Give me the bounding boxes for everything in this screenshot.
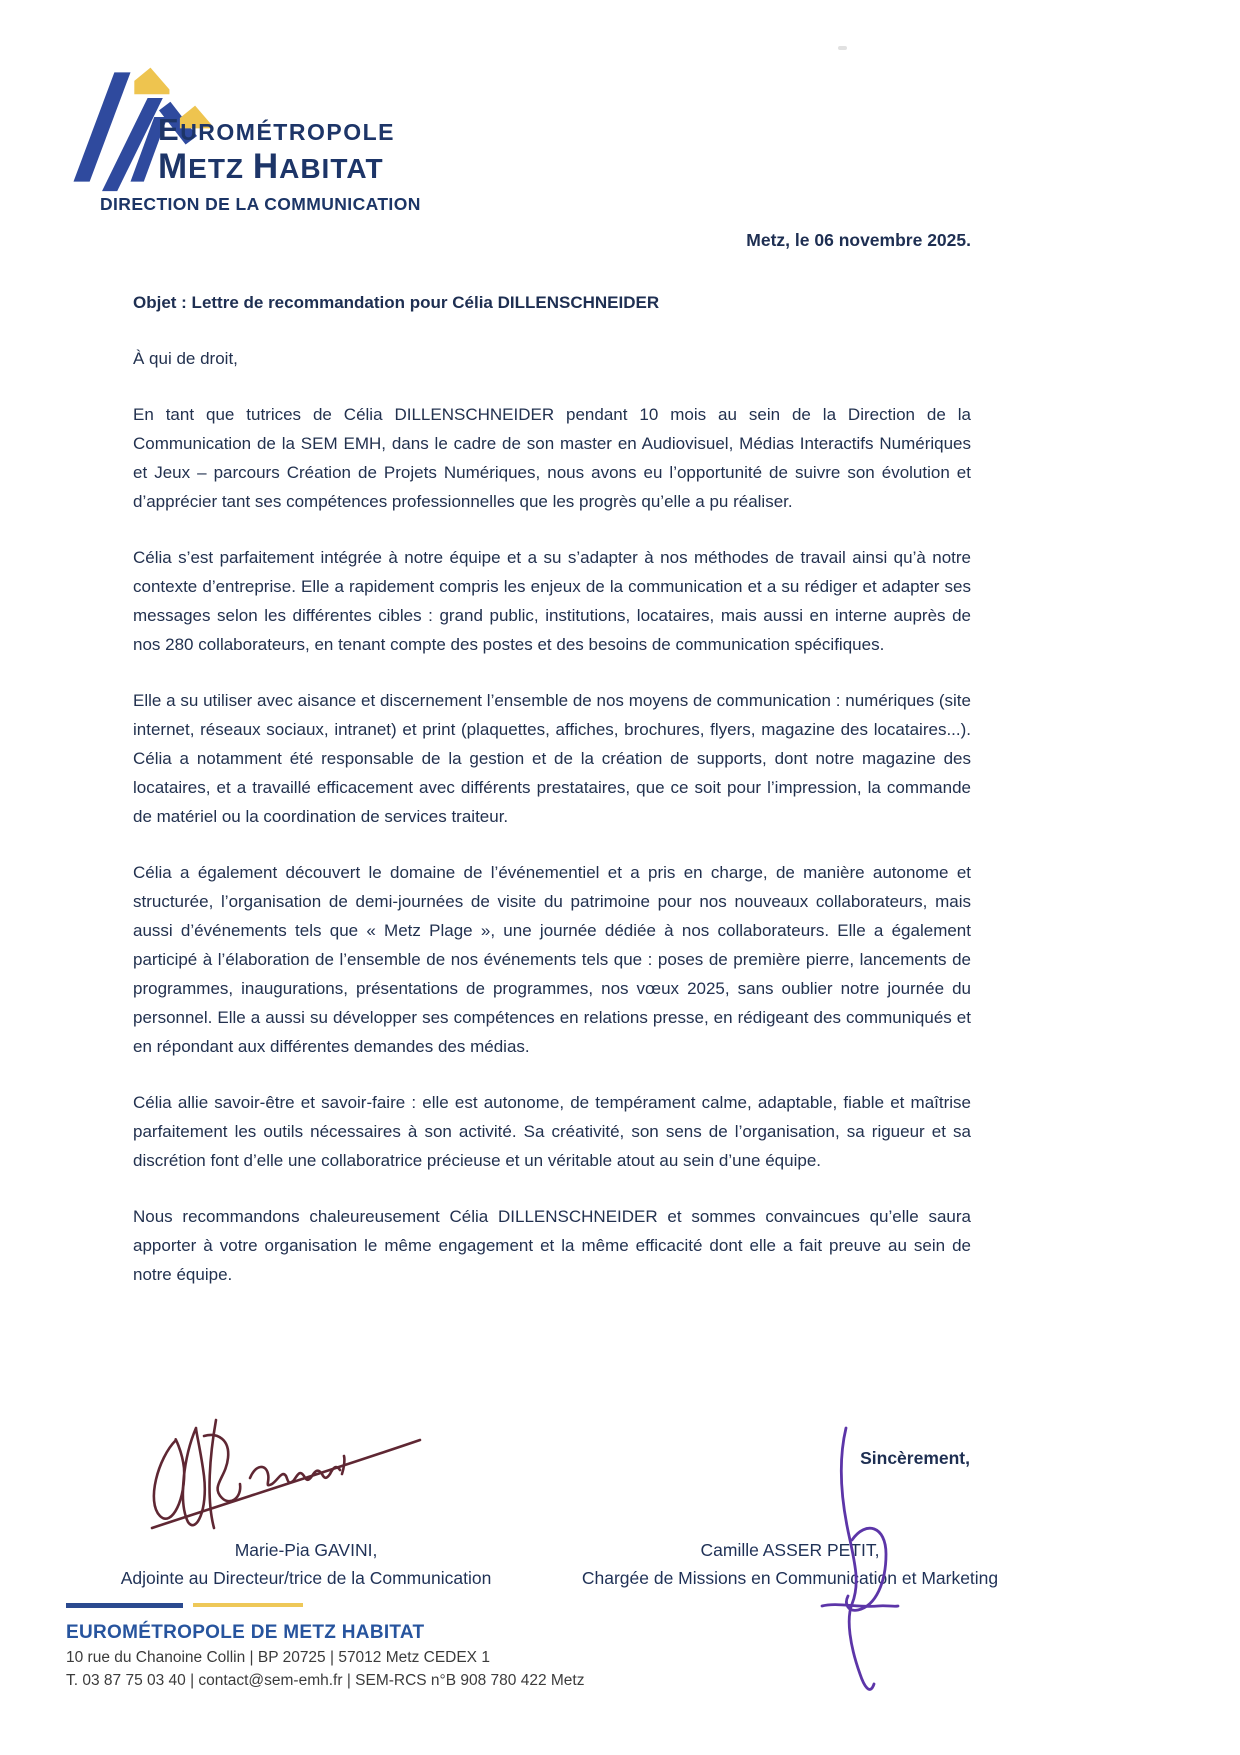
letter-paragraph: En tant que tutrices de Célia DILLENSCHNEIDER pendant 10 mois au sein de la Direction de la Communication de la SEM EMH, dans le cadre de son master en Audiovisuel, Médias Interactifs Numériques et Jeux – parcours Création de Projets Numériques, nous avons eu l’opportunité de suivre son évolution et d’apprécier tant ses compétences professionnelles que les progrès qu’elle a pu réaliser. [133,405,971,511]
closing-word: Sincèrement, [860,1448,970,1468]
brand-line2 [158,146,395,186]
letter-paragraph: Célia allie savoir-être et savoir-faire : elle est autonome, de tempérament calme, adaptable, fiable et maîtrise parfaitement les outils nécessaires à son activité. Sa créativité, son sens de l’organisation, sa rigueur et sa discrétion font d’elle une collaboratrice précieuse et un véritable atout au sein d’une équipe. [133,1093,971,1170]
letter-paragraph: Célia a également découvert le domaine de l’événementiel et a pris en charge, de manière autonome et structurée, l’organisation de demi-journées de visite du patrimoine pour nos nouveaux collaborateurs, mais aussi d’événements tels que « Metz Plage », une journée dédiée à nos collaborateurs. Elle a également participé à l’élaboration de l’ensemble de nos événements tels que : poses de première pierre, lancements de programmes, inaugurations, présentations de programmes, nos vœux 2025, sans oublier notre journée du personnel. Elle a aussi su développer ses compétences en relations presse, en rédigeant des communiqués et en répondant aux différentes demandes des médias. [133,863,971,1056]
paragraphs-container [133,400,971,1289]
department-title: DIRECTION DE LA COMMUNICATION [100,194,421,214]
date-line: Metz, le 06 novembre 2025. [746,230,971,250]
handwritten-signature-gavini-icon [138,1402,438,1540]
letter-paragraph: Elle a su utiliser avec aisance et discernement l’ensemble de nos moyens de communication : numériques (site internet, réseaux sociaux, intranet) et print (plaquettes, affiches, brochures, flyers, magazine des locataires...). Célia a notamment été responsable de la gestion et de la création de supports, dont notre magazine des locataires, et a travaillé efficacement avec différents prestataires, que ce soit pour l’impression, la commande de matériel ou la coordination de services traiteur. [133,691,971,826]
brand-line1: EUROMÉTROPOLE [158,112,395,147]
footer-company-name: EUROMÉTROPOLE DE METZ HABITAT [66,1622,425,1643]
footer-bar-yellow [193,1603,303,1607]
letter-paragraph: Célia s’est parfaitement intégrée à notre équipe et a su s’adapter à nos méthodes de travail ainsi qu’à notre contexte d’entreprise. Elle a rapidement compris les enjeux de la communication et a su rédiger et adapter ses messages selon les différentes cibles : grand public, institutions, locataires, mais aussi en interne auprès de nos 280 collaborateurs, en tenant compte des postes et des besoins de communication spécifiques. [133,548,971,654]
letter-body [133,288,971,1316]
signer-right [560,1536,1020,1592]
salutation: À qui de droit, [133,349,238,368]
footer-bar-blue [66,1603,183,1608]
signer-left-role: Adjointe au Directeur/trice de la Communication [120,1568,492,1588]
signer-left [66,1536,546,1592]
footer-address: 10 rue du Chanoine Collin | BP 20725 | 57012 Metz CEDEX 1 [66,1649,490,1666]
scan-artifact-speck [838,46,847,50]
signature-area [0,1400,1240,1600]
brand-word-habitat: HABITAT [252,146,384,186]
subject-line: Objet : Lettre de recommandation pour Célia DILLENSCHNEIDER [133,293,660,312]
brand-text [158,114,395,184]
signer-right-role: Chargée de Missions en Communication et Marketing [581,1568,999,1588]
letter-paragraph: Nous recommandons chaleureusement Célia DILLENSCHNEIDER et sommes convaincues qu’elle saura apporter à votre organisation le même engagement et la même efficacité dont elle a fait preuve au sein de notre équipe. [133,1207,971,1284]
brand-word-metz: METZ [158,146,245,186]
signer-left-name: Marie-Pia GAVINI, [234,1540,378,1560]
signer-right-name: Camille ASSER PETIT, [700,1540,880,1560]
handwritten-signature-asser-petit-icon [800,1422,912,1732]
footer-contact: T. 03 87 75 03 40 | contact@sem-emh.fr | SEM-RCS n°B 908 780 422 Metz [66,1672,585,1689]
